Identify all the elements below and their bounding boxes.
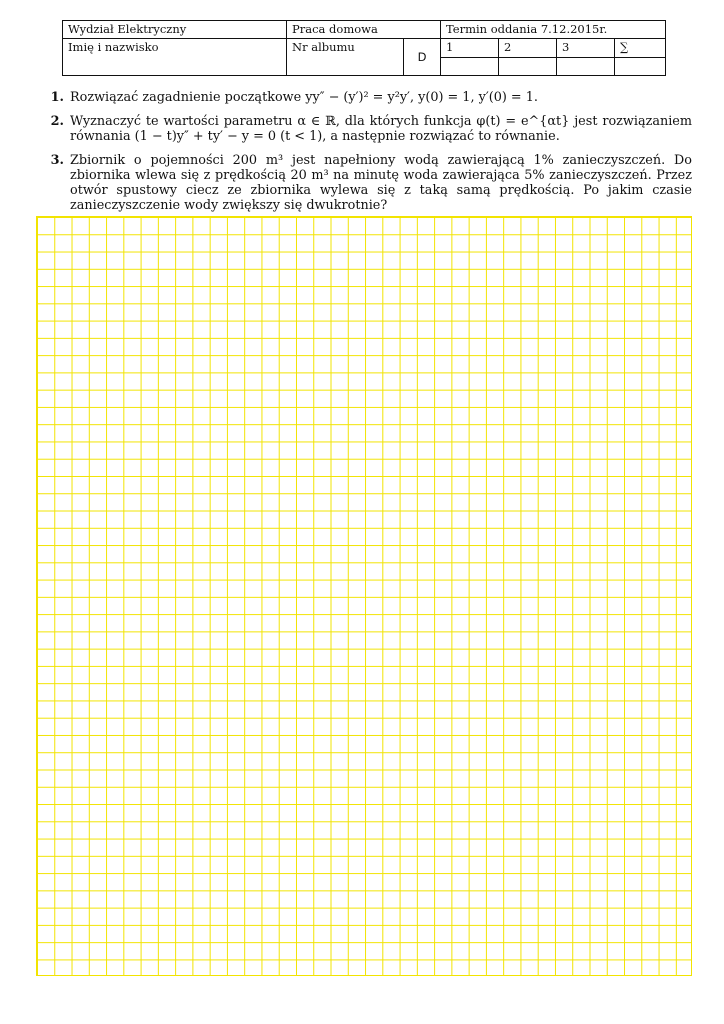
name-cell: Imię i nazwisko (63, 39, 287, 76)
problem-3 (40, 153, 692, 213)
score-header-2: 2 (499, 39, 557, 58)
album-cell: Nr albumu (287, 39, 404, 76)
problem-text: Wyznaczyć te wartości parametru α ∈ ℝ, dla których funkcja φ(t) = e^{αt} jest rozwiązaniem równania (1 − t)y″ + ty′ − y = 0 (t < 1), a następnie rozwiązać to równanie. (70, 114, 692, 144)
score-cell-1 (441, 58, 499, 76)
header-table (62, 20, 665, 76)
problem-1 (40, 90, 692, 105)
deadline-cell: Termin oddania 7.12.2015r. (441, 21, 666, 39)
assignment-cell: Praca domowa (287, 21, 441, 39)
problem-2 (40, 114, 692, 144)
score-header-3: 3 (557, 39, 615, 58)
problem-text: Zbiornik o pojemności 200 m³ jest napełniony wodą zawierającą 1% zanieczyszczeń. Do zbiornika wlewa się z prędkością 20 m³ na minutę woda zawierająca 5% zanieczyszczeń. Przez otwór spustowy ciecz ze zbiornika wylewa się z taką samą prędkością. Po jakim czasie zanieczyszczenie wody zwiększy się dwukrotnie? (70, 153, 692, 213)
problem-text: Rozwiązać zagadnienie początkowe yy″ − (y′)² = y²y′, y(0) = 1, y′(0) = 1. (70, 90, 538, 105)
faculty-cell: Wydział Elektryczny (63, 21, 287, 39)
answer-grid (36, 216, 692, 976)
score-header-sum: ∑ (615, 39, 666, 58)
variant-letter: D (404, 39, 441, 76)
score-cell-3 (557, 58, 615, 76)
problem-list (40, 90, 692, 222)
score-cell-2 (499, 58, 557, 76)
problem-number: 2. (50, 114, 64, 129)
problem-number: 3. (50, 153, 64, 168)
score-cell-sum (615, 58, 666, 76)
score-header-1: 1 (441, 39, 499, 58)
problem-number: 1. (50, 90, 64, 105)
